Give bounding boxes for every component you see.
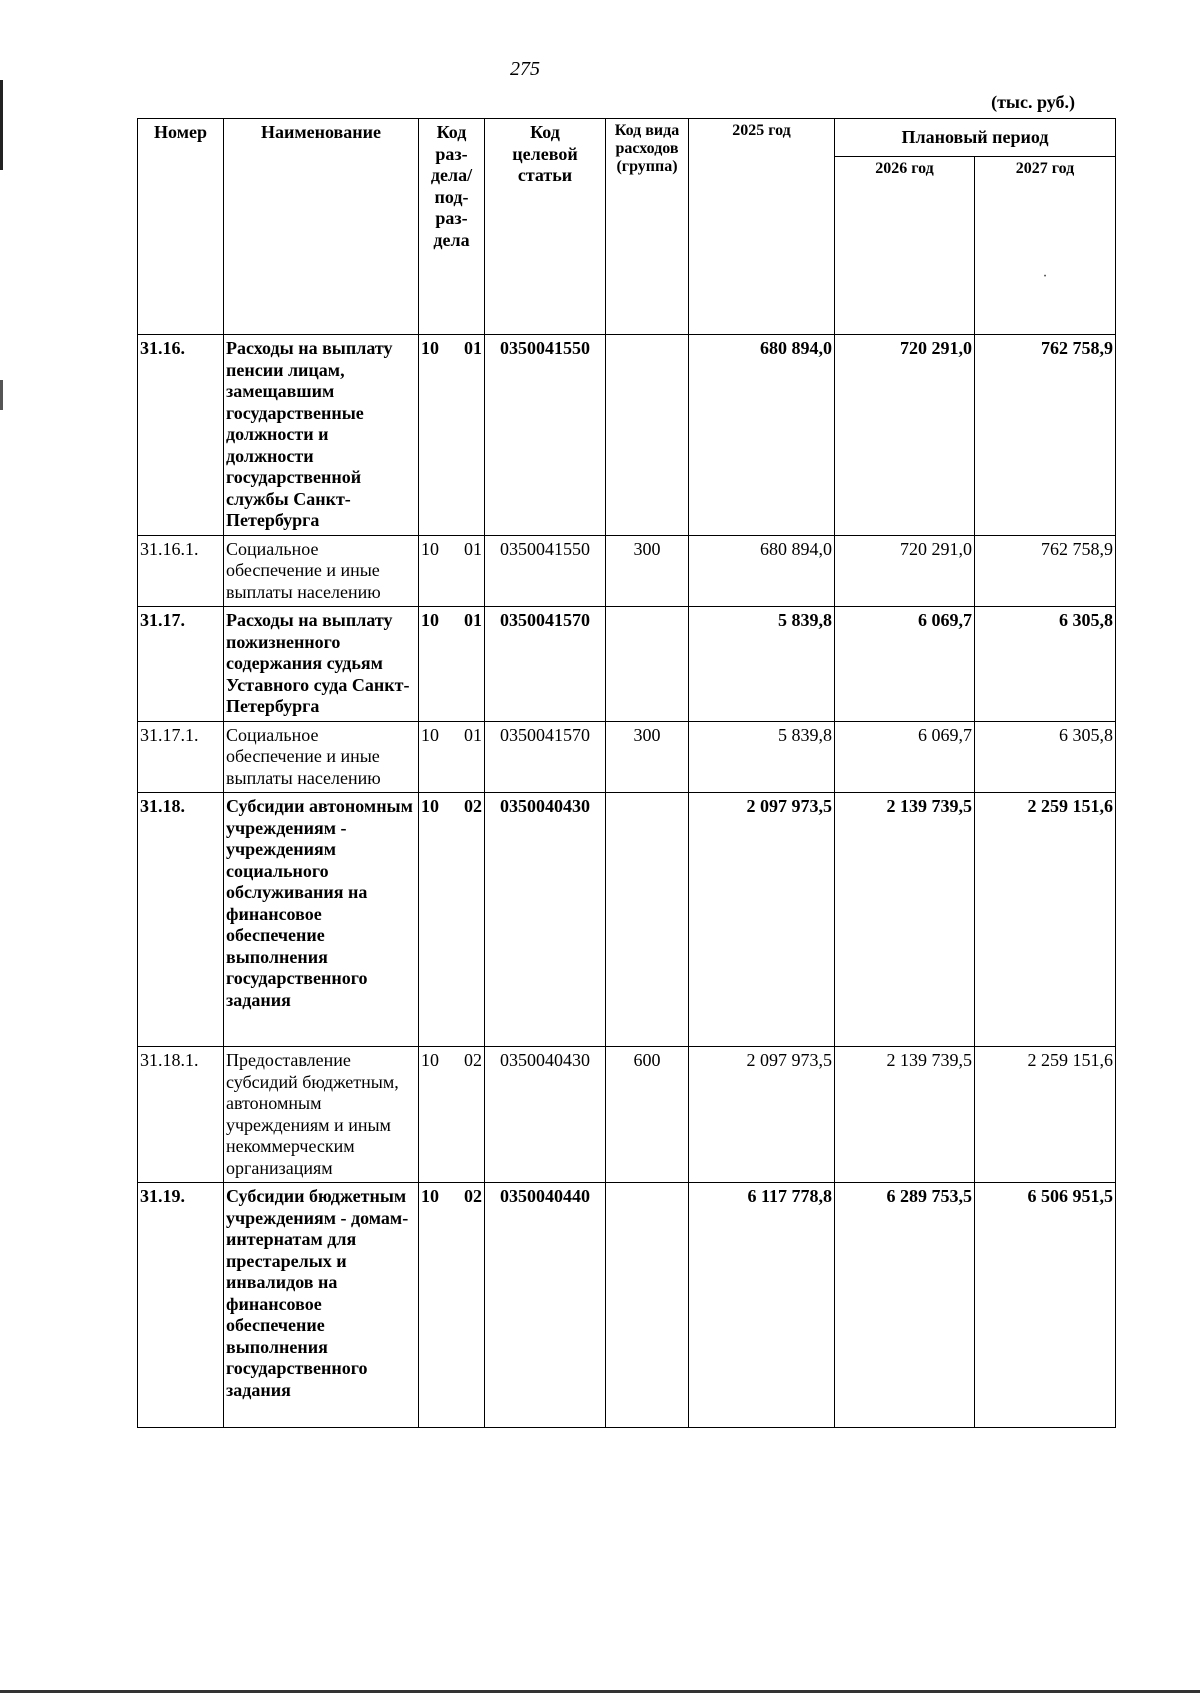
row-amount-2025: 5 839,8 bbox=[689, 721, 835, 793]
row-expense-type: 600 bbox=[606, 1047, 689, 1183]
row-amount-2025: 680 894,0 bbox=[689, 335, 835, 536]
row-amount-2027: 762 758,9 bbox=[975, 535, 1116, 607]
row-amount-2026: 6 069,7 bbox=[835, 607, 975, 722]
row-amount-2027: 6 506 951,5 bbox=[975, 1183, 1116, 1428]
row-amount-2027: 6 305,8 bbox=[975, 607, 1116, 722]
header-year-2025: 2025 год bbox=[689, 119, 835, 335]
row-amount-2025: 680 894,0 bbox=[689, 535, 835, 607]
row-section-code bbox=[419, 335, 485, 536]
header-expense-type: Код вида расходов (группа) bbox=[606, 119, 689, 335]
row-number: 31.16. bbox=[138, 335, 224, 536]
table-row bbox=[138, 793, 1116, 1047]
row-amount-2026: 720 291,0 bbox=[835, 335, 975, 536]
row-razdel: 10 bbox=[421, 610, 439, 630]
row-amount-2026: 6 289 753,5 bbox=[835, 1183, 975, 1428]
row-expense-type: 300 bbox=[606, 535, 689, 607]
row-name: Субсидии автономным учреждениям - учреждениям социального обслуживания на финансовое обеспечение выполнения государственного задания bbox=[224, 793, 419, 1047]
row-section-code bbox=[419, 607, 485, 722]
row-target-code: 0350040430 bbox=[485, 1047, 606, 1183]
row-target-code: 0350041570 bbox=[485, 607, 606, 722]
row-razdel: 10 bbox=[421, 1186, 439, 1206]
row-section-code bbox=[419, 1047, 485, 1183]
row-expense-type bbox=[606, 335, 689, 536]
row-podrazdel: 02 bbox=[464, 1050, 482, 1070]
table-row bbox=[138, 607, 1116, 722]
row-target-code: 0350040440 bbox=[485, 1183, 606, 1428]
table-row bbox=[138, 335, 1116, 536]
row-section-code bbox=[419, 535, 485, 607]
row-section-code bbox=[419, 1183, 485, 1428]
row-podrazdel: 01 bbox=[464, 610, 482, 630]
row-name: Субсидии бюджетным учреждениям - домам-интернатам для престарелых и инвалидов на финансовое обеспечение выполнения государственного задания bbox=[224, 1183, 419, 1428]
row-razdel: 10 bbox=[421, 538, 439, 559]
row-section-code bbox=[419, 793, 485, 1047]
header-number: Номер bbox=[138, 119, 224, 335]
row-podrazdel: 01 bbox=[464, 538, 482, 559]
row-amount-2026: 2 139 739,5 bbox=[835, 1047, 975, 1183]
row-amount-2027: 6 305,8 bbox=[975, 721, 1116, 793]
row-expense-type: 300 bbox=[606, 721, 689, 793]
row-amount-2027: 762 758,9 bbox=[975, 335, 1116, 536]
scan-edge-left bbox=[0, 80, 3, 1580]
row-razdel: 10 bbox=[421, 796, 439, 816]
header-year-2026: 2026 год bbox=[835, 157, 975, 335]
row-amount-2026: 2 139 739,5 bbox=[835, 793, 975, 1047]
table-row bbox=[138, 535, 1116, 607]
row-razdel: 10 bbox=[421, 724, 439, 745]
units-label: (тыс. руб.) bbox=[991, 92, 1075, 112]
row-podrazdel: 02 bbox=[464, 1186, 482, 1206]
row-number: 31.17.1. bbox=[138, 721, 224, 793]
header-section-code: Код раз- дела/ под- раз- дела bbox=[419, 119, 485, 335]
row-name: Предоставление субсидий бюджетным, автономным учреждениям и иным некоммерческим организациям bbox=[224, 1047, 419, 1183]
header-target-code: Код целевой статьи bbox=[485, 119, 606, 335]
row-podrazdel: 01 bbox=[464, 338, 482, 358]
row-number: 31.18.1. bbox=[138, 1047, 224, 1183]
table-header bbox=[138, 119, 1116, 335]
row-amount-2025: 2 097 973,5 bbox=[689, 793, 835, 1047]
table-body bbox=[138, 335, 1116, 1428]
row-amount-2026: 6 069,7 bbox=[835, 721, 975, 793]
header-name: Наименование bbox=[224, 119, 419, 335]
row-target-code: 0350041550 bbox=[485, 335, 606, 536]
header-year-2027 bbox=[975, 157, 1116, 335]
header-year-2027-label: 2027 год bbox=[1015, 160, 1075, 177]
row-razdel: 10 bbox=[421, 1050, 439, 1070]
row-name: Социальное обеспечение и иные выплаты населению bbox=[224, 721, 419, 793]
header-planned-period: Плановый период bbox=[835, 119, 1116, 157]
row-razdel: 10 bbox=[421, 338, 439, 358]
row-amount-2027: 2 259 151,6 bbox=[975, 1047, 1116, 1183]
row-amount-2025: 6 117 778,8 bbox=[689, 1183, 835, 1428]
row-name: Расходы на выплату пенсии лицам, замещавшим государственные должности и должности государственной службы Санкт-Петербурга bbox=[224, 335, 419, 536]
row-podrazdel: 01 bbox=[464, 724, 482, 745]
row-number: 31.16.1. bbox=[138, 535, 224, 607]
row-name: Расходы на выплату пожизненного содержания судьям Уставного суда Санкт-Петербурга bbox=[224, 607, 419, 722]
row-amount-2027: 2 259 151,6 bbox=[975, 793, 1116, 1047]
row-expense-type bbox=[606, 793, 689, 1047]
header-year-2027-mark: · bbox=[1042, 268, 1048, 285]
row-target-code: 0350041570 bbox=[485, 721, 606, 793]
row-number: 31.19. bbox=[138, 1183, 224, 1428]
row-number: 31.18. bbox=[138, 793, 224, 1047]
table-row bbox=[138, 1183, 1116, 1428]
row-target-code: 0350040430 bbox=[485, 793, 606, 1047]
page-number: 275 bbox=[510, 58, 540, 80]
budget-table bbox=[137, 118, 1116, 1428]
row-target-code: 0350041550 bbox=[485, 535, 606, 607]
row-name: Социальное обеспечение и иные выплаты населению bbox=[224, 535, 419, 607]
table-row bbox=[138, 1047, 1116, 1183]
row-amount-2025: 2 097 973,5 bbox=[689, 1047, 835, 1183]
row-amount-2026: 720 291,0 bbox=[835, 535, 975, 607]
row-expense-type bbox=[606, 607, 689, 722]
row-number: 31.17. bbox=[138, 607, 224, 722]
row-section-code bbox=[419, 721, 485, 793]
table-row bbox=[138, 721, 1116, 793]
row-amount-2025: 5 839,8 bbox=[689, 607, 835, 722]
row-expense-type bbox=[606, 1183, 689, 1428]
row-podrazdel: 02 bbox=[464, 796, 482, 816]
